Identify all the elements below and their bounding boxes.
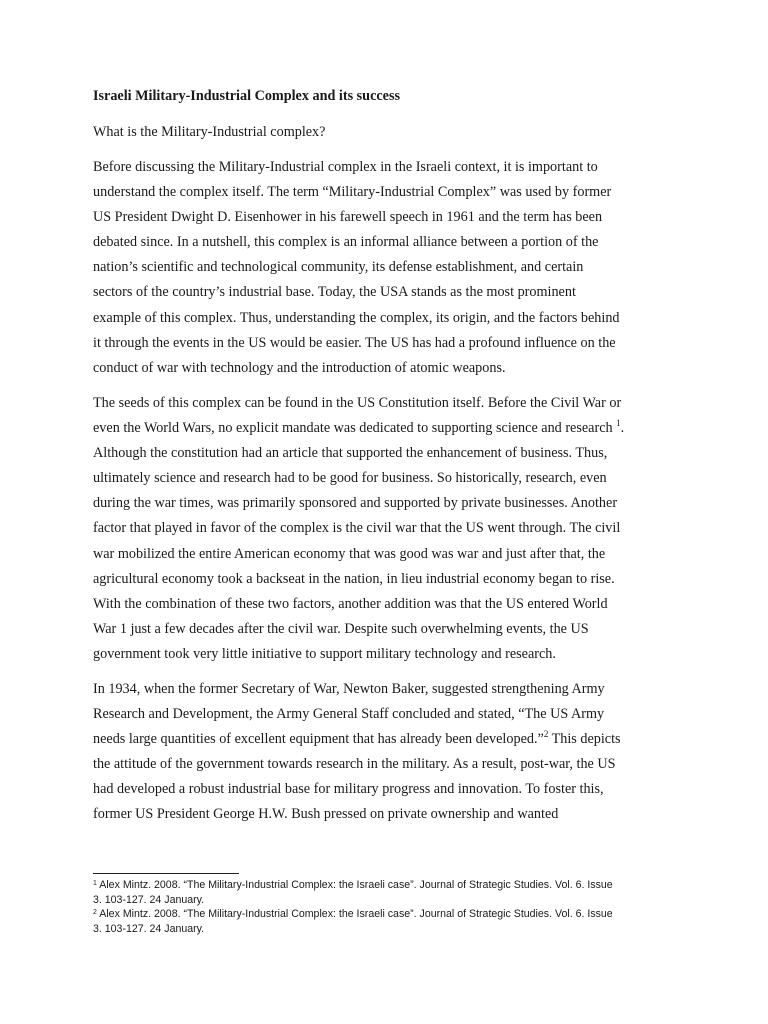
text-line (93, 416, 673, 441)
text-line: agricultural economy took a backseat in the nation, in lieu industrial economy began to rise. (93, 570, 615, 587)
footnote-text: Alex Mintz. 2008. “The Military-Industrial Complex: the Israeli case”. Journal of Strategic Studies. Vol. 6. Issue (96, 908, 613, 921)
footnote-separator (93, 873, 239, 874)
text-line: it through the events in the US would be easier. The US has had a profound influence on the (93, 334, 616, 351)
text-line: In 1934, when the former Secretary of War, Newton Baker, suggested strengthening Army (93, 681, 605, 697)
text-line: during the war times, was primarily sponsored and supported by private businesses. Another (93, 495, 618, 512)
footnote-2 (93, 907, 713, 936)
text-segment: needs large quantities of excellent equipment that has already been developed.” (93, 731, 544, 748)
text-line: US President Dwight D. Eisenhower in his farewell speech in 1961 and the term has been (93, 209, 603, 226)
text-segment: even the World Wars, no explicit mandate was dedicated to supporting science and research (93, 420, 617, 437)
document-title: Israeli Military-Industrial Complex and its success (93, 88, 400, 104)
footnote-line: 3. 103-127. 24 January. (93, 893, 205, 906)
text-line: nation’s scientific and technological community, its defense establishment, and certain (93, 259, 584, 276)
footnote-ref-1[interactable]: 1 (616, 418, 621, 429)
text-line: sectors of the country’s industrial base. Today, the USA stands as the most prominent (93, 284, 576, 301)
text-line: government took very little initiative to support military technology and research. (93, 645, 556, 662)
text-line: War 1 just a few decades after the civil war. Despite such overwhelming events, the US (93, 620, 589, 637)
footnote-line: 3. 103-127. 24 January. (93, 922, 205, 935)
text-line: With the combination of these two factors, another addition was that the US entered World (93, 595, 608, 612)
footnotes (93, 878, 713, 936)
text-line: understand the complex itself. The term “Military-Industrial Complex” was used by former (93, 184, 612, 201)
text-segment: This depicts (548, 731, 621, 748)
paragraph-3 (93, 677, 673, 828)
text-line: ultimately science and research had to be good for business. So historically, research, even (93, 470, 607, 487)
text-line: The seeds of this complex can be found in the US Constitution itself. Before the Civil War or (93, 395, 622, 411)
text-segment: . (620, 420, 625, 437)
footnote-text: Alex Mintz. 2008. “The Military-Industrial Complex: the Israeli case”. Journal of Strategic Studies. Vol. 6. Issue (96, 879, 613, 891)
text-line: example of this complex. Thus, understanding the complex, its origin, and the factors behind (93, 309, 620, 326)
section-heading: What is the Military-Industrial complex? (93, 124, 326, 140)
text-line: Research and Development, the Army General Staff concluded and stated, “The US Army (93, 706, 605, 723)
text-line: Before discussing the Military-Industrial complex in the Israeli context, it is important to (93, 159, 598, 175)
text-line (93, 727, 673, 752)
footnote-line (93, 907, 713, 922)
footnote-marker: 1 (93, 880, 97, 887)
footnote-marker: 2 (93, 909, 97, 917)
footnote-1 (93, 878, 713, 907)
footnote-ref-2[interactable]: 2 (543, 729, 549, 740)
text-line: war mobilized the entire American economy that was good was war and just after that, the (93, 545, 606, 562)
paragraph-2 (93, 391, 673, 667)
paragraph-1 (93, 155, 673, 381)
text-line: former US President George H.W. Bush pressed on private ownership and wanted (93, 806, 559, 823)
footnote-line (93, 878, 713, 893)
text-line: conduct of war with technology and the introduction of atomic weapons. (93, 359, 506, 376)
text-line: debated since. In a nutshell, this complex is an informal alliance between a portion of the (93, 234, 599, 251)
text-line: had developed a robust industrial base for military progress and innovation. To foster this, (93, 781, 604, 798)
text-line: Although the constitution had an article that supported the enhancement of business. Thus, (93, 445, 608, 462)
text-line: the attitude of the government towards research in the military. As a result, post-war, the US (93, 756, 616, 773)
text-line: factor that played in favor of the complex is the civil war that the US went through. The civil (93, 520, 621, 537)
